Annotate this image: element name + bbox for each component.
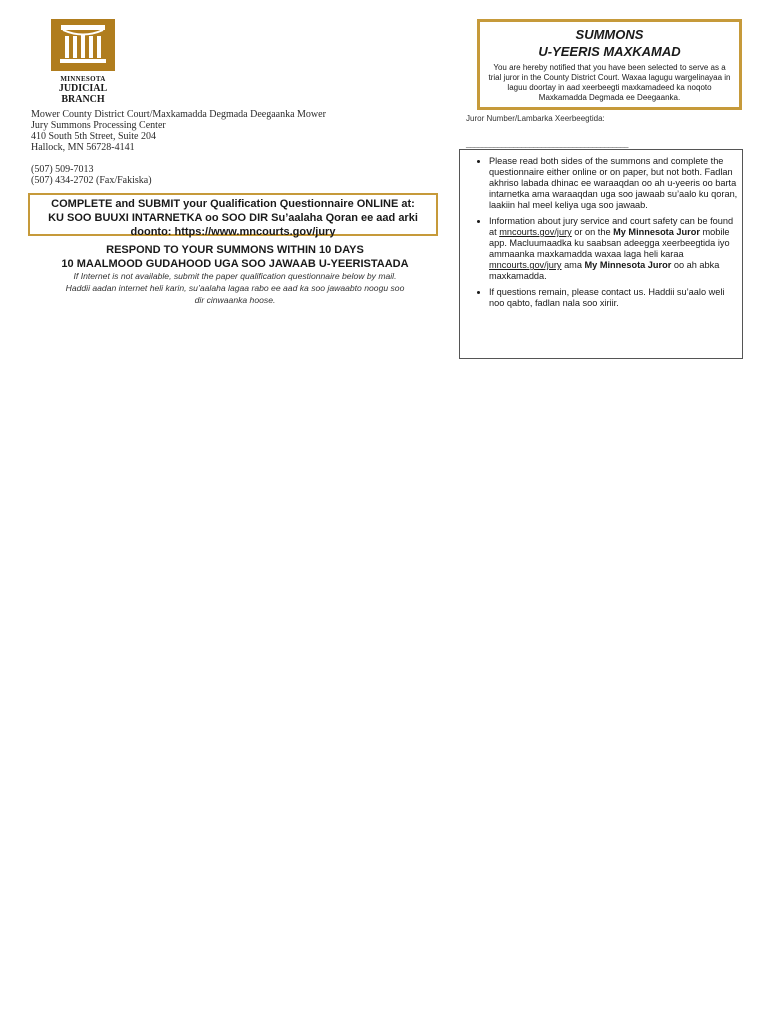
address-line: Hallock, MN 56728-4141 [31,142,135,153]
instruction-item [489,216,742,282]
note-line-2: Haddii aadan internet heli karin, su’aalaha lagaa rabo ee aad ka soo jawaabto noogu soo [65,283,405,293]
summons-box [477,19,742,110]
summons-title-somali: U-YEERIS MAXKAMAD [538,44,681,59]
online-line-2: KU SOO BUUXI INTARNETKA oo SOO DIR Su’aalaha Qoran ee aad arki [48,212,418,224]
respond-deadline [28,243,442,271]
address-line: Jury Summons Processing Center [31,120,166,131]
app-name: My Minnesota Juror [584,260,672,270]
logo-line-minnesota: MINNESOTA [60,75,106,83]
juror-number-label: Juror Number/Lambarka Xeerbeegtida: [466,114,605,123]
mncourts-link[interactable]: mncourts.gov/jury [489,260,562,270]
instruction-item: • Please read both sides of the summons and complete the questionnaire either online or on paper, but not both. Fadlan akhriso labada dhinac ee waraaqdan oo ah u-yeeris oo barta intarnetka ama waraaqdan uga soo jawaab su’aalo ku qoran, laakiin hal meel keliya uga soo jawaab. [489,156,742,211]
respond-line-2: 10 MAALMOOD GUDAHOOD UGA SOO JAWAAB U-YEERISTAADA [61,258,409,270]
note-line-1: If Internet is not available, submit the paper qualification questionnaire below by mail. [73,271,397,281]
courthouse-pillars-icon [51,19,115,71]
note-line-3: dir cinwaanka hoose. [194,295,276,305]
phone-number: (507) 509-7013 [31,164,94,175]
instruction-text: Information about jury service and court safety can be found at [489,216,734,237]
instruction-item: • If questions remain, please contact us. Haddii su’aalo weli noo qabto, fadlan nala soo xiriir. [489,287,742,309]
address-line: Mower County District Court/Maxkamadda Degmada Deegaanka Mower [31,109,326,120]
juror-number-field: _________________________________________ [466,139,628,148]
instruction-text: ama [561,260,585,270]
respond-line-1: RESPOND TO YOUR SUMMONS WITHIN 10 DAYS [106,244,364,256]
online-line-3[interactable]: doonto: https://www.mncourts.gov/jury [130,226,336,238]
address-line: 410 South 5th Street, Suite 204 [31,131,156,142]
online-line-1: COMPLETE and SUBMIT your Qualification Questionnaire ONLINE at: [51,198,415,210]
app-name: My Minnesota Juror [613,227,700,237]
instruction-text: mobile app. Macluumaadka ku saabsan adeegga xeerbeegtida iyo ammaanka maxkamadda waxaa laga heli karaa [489,227,730,259]
mncourts-link[interactable]: mncourts.gov/jury [499,227,572,237]
court-address [31,109,326,153]
summons-body: You are hereby notified that you have been selected to serve as a trial juror in the County District Court. Waxaa lagugu wargelinayaa in laguu doortay in aad xeerbeegti maxkamadeed ka noqoto Maxkamadda Degmada ee Deegaanka. [488,63,731,102]
logo-line-judicial: JUDICIAL [58,83,108,94]
summons-title: SUMMONS [575,27,644,42]
logo-wordmark [40,75,126,105]
online-submission-box [28,193,438,236]
instructions-box [459,149,743,359]
court-phones [31,164,152,186]
fax-number: (507) 434-2702 (Fax/Fakiska) [31,175,152,186]
instruction-text: or on the [571,227,614,237]
instruction-text: oo ah abka maxkamadda. [489,260,720,281]
paper-submission-note [18,270,452,306]
logo-line-branch: BRANCH [61,94,105,105]
judicial-branch-logo [51,19,115,71]
